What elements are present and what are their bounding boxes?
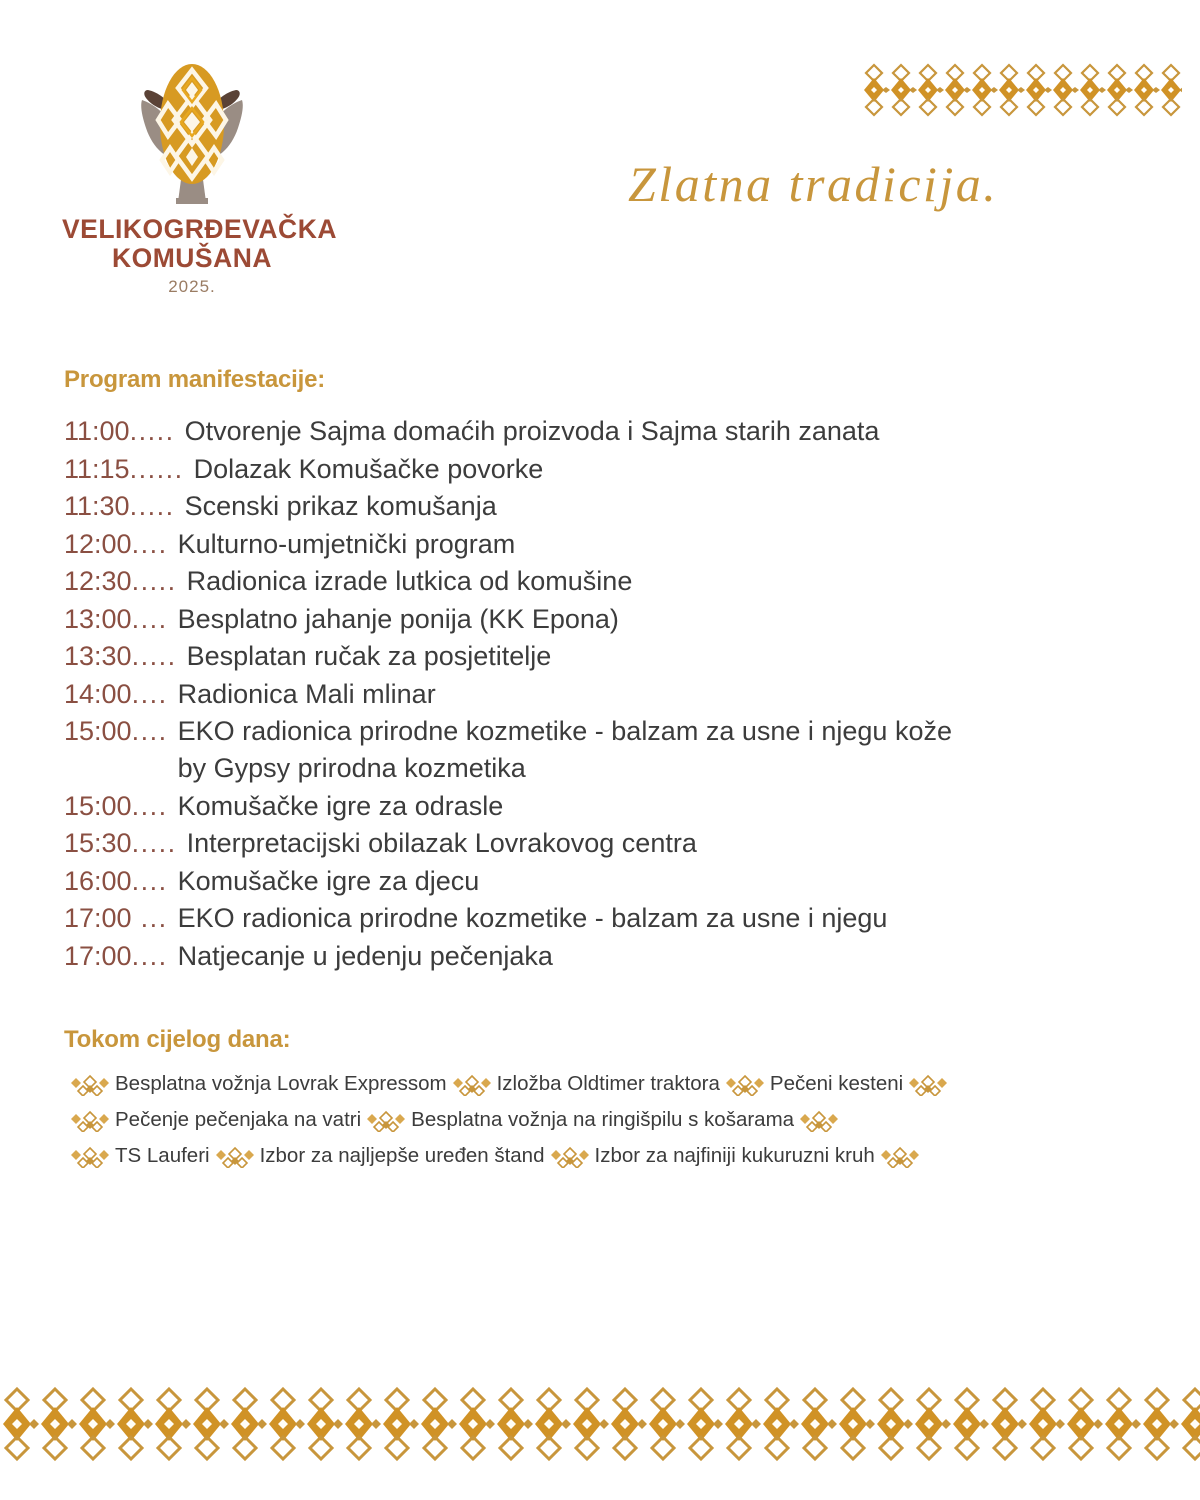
diamond-ornament-icon — [906, 1074, 950, 1096]
schedule-description — [168, 903, 1200, 934]
schedule-row — [64, 679, 1200, 710]
corn-cob-icon — [102, 52, 282, 212]
schedule-dot-leader: ...... — [129, 453, 184, 484]
schedule-row — [64, 716, 1200, 784]
schedule-description — [175, 491, 1200, 522]
diamond-ornament-icon — [213, 1146, 257, 1168]
schedule-dot-leader: .... — [131, 790, 168, 821]
page-header — [0, 0, 1200, 330]
schedule-row — [64, 529, 1200, 560]
all-day-item: TS Lauferi — [115, 1143, 210, 1167]
schedule-description — [168, 941, 1200, 972]
schedule-time: 17:00 — [64, 940, 132, 971]
schedule-description-text: Natjecanje u jedenju pečenjaka — [177, 940, 553, 971]
schedule-time: 17:00 — [64, 903, 132, 933]
schedule-time: 13:30 — [64, 641, 132, 671]
schedule-description-text: Komušačke igre za djecu — [177, 865, 480, 896]
schedule-row — [64, 791, 1200, 822]
schedule-time: 15:00 — [64, 716, 132, 746]
schedule-dot-leader: .... — [131, 716, 168, 746]
schedule-row — [64, 828, 1200, 859]
top-ornament-border — [862, 62, 1182, 118]
logo-name-line2: KOMUŠANA — [111, 242, 273, 273]
schedule-time: 12:00 — [64, 528, 132, 559]
diamond-ornament-icon — [364, 1110, 408, 1132]
schedule-row — [64, 416, 1200, 447]
schedule-description — [168, 791, 1200, 822]
logo-wordmark — [62, 214, 337, 296]
schedule-row — [64, 641, 1200, 672]
diamond-ornament-icon — [723, 1074, 767, 1096]
schedule-row — [64, 604, 1200, 635]
all-day-row — [68, 1108, 1200, 1132]
schedule-dot-leader: .... — [131, 865, 168, 896]
page-main — [0, 330, 1200, 1180]
schedule-description-text: EKO radionica prirodne kozmetike - balzam za usne i njegu kože — [177, 716, 952, 746]
schedule-description-text: Besplatan ručak za posjetitelje — [186, 641, 552, 671]
diamond-ornament-icon — [68, 1146, 112, 1168]
program-schedule-list — [64, 416, 1200, 972]
schedule-time: 15:00 — [64, 790, 132, 821]
all-day-item: Besplatna vožnja Lovrak Expressom — [115, 1071, 447, 1095]
schedule-row — [64, 941, 1200, 972]
bottom-ornament-border — [0, 1385, 1200, 1463]
schedule-dot-leader: .... — [131, 528, 168, 559]
schedule-time: 14:00 — [64, 678, 132, 709]
program-heading: Program manifestacije: — [64, 366, 326, 393]
schedule-dot-leader: .... — [131, 940, 168, 971]
schedule-description — [177, 641, 1200, 672]
schedule-row — [64, 566, 1200, 597]
diamond-ornament-icon — [68, 1074, 112, 1096]
schedule-description — [168, 866, 1200, 897]
schedule-description-text: Kulturno-umjetnički program — [177, 528, 516, 559]
schedule-description — [175, 416, 1200, 447]
schedule-dot-leader: .... — [131, 603, 168, 634]
schedule-description-text: Interpretacijski obilazak Lovrakovog centra — [186, 828, 697, 858]
schedule-dot-leader: ..... — [131, 566, 177, 596]
script-tagline-text: Zlatna tradicija. — [628, 156, 999, 212]
schedule-time: 16:00 — [64, 865, 132, 896]
schedule-time: 13:00 — [64, 603, 132, 634]
schedule-description — [168, 604, 1200, 635]
all-day-item: Pečenje pečenjaka na vatri — [115, 1107, 362, 1131]
script-tagline — [620, 145, 1160, 225]
schedule-dot-leader: .... — [131, 678, 168, 709]
schedule-description — [168, 679, 1200, 710]
all-day-item: Izložba Oldtimer traktora — [496, 1071, 720, 1095]
all-day-item: Pečeni kesteni — [769, 1071, 904, 1095]
schedule-description-continuation: by Gypsy prirodna kozmetika — [177, 753, 526, 783]
schedule-dot-leader: ..... — [131, 828, 177, 858]
all-day-row — [68, 1144, 1200, 1168]
logo-year: 2025. — [168, 277, 216, 296]
schedule-description-text: EKO radionica prirodne kozmetike - balzam za usne i njegu — [177, 903, 888, 933]
schedule-dot-leader: ..... — [129, 491, 175, 521]
all-day-item: Besplatna vožnja na ringišpilu s košarama — [411, 1107, 795, 1131]
schedule-description — [177, 566, 1200, 597]
schedule-time: 11:30 — [64, 491, 130, 521]
schedule-time: 15:30 — [64, 828, 132, 858]
all-day-item: Izbor za najfiniji kukuruzni kruh — [594, 1143, 875, 1167]
schedule-row — [64, 866, 1200, 897]
diamond-ornament-icon — [68, 1110, 112, 1132]
schedule-row — [64, 903, 1200, 934]
schedule-description-text: Otvorenje Sajma domaćih proizvoda i Sajma starih zanata — [184, 416, 880, 446]
diamond-ornament-icon — [548, 1146, 592, 1168]
schedule-description-text: Komušačke igre za odrasle — [177, 790, 504, 821]
schedule-row — [64, 454, 1200, 485]
diamond-ornament-icon — [878, 1146, 922, 1168]
event-logo — [62, 52, 337, 296]
schedule-description-text: Radionica Mali mlinar — [177, 678, 436, 709]
schedule-description — [177, 828, 1200, 859]
schedule-time: 11:15 — [64, 453, 130, 484]
all-day-row — [68, 1072, 1200, 1096]
all-day-list — [68, 1072, 1200, 1168]
logo-name-line1: VELIKOGRĐEVAČKA — [62, 214, 337, 244]
diamond-ornament-icon — [797, 1110, 841, 1132]
diamond-ornament-icon — [450, 1074, 494, 1096]
schedule-description-text: Besplatno jahanje ponija (KK Epona) — [177, 603, 619, 634]
schedule-description-text: Radionica izrade lutkica od komušine — [186, 566, 633, 596]
all-day-heading: Tokom cijelog dana: — [64, 1025, 291, 1053]
schedule-description-text: Dolazak Komušačke povorke — [193, 453, 544, 484]
all-day-item: Izbor za najljepše uređen štand — [259, 1143, 545, 1167]
schedule-description-text: Scenski prikaz komušanja — [184, 491, 497, 521]
schedule-dot-leader: ..... — [131, 641, 177, 671]
schedule-description — [168, 716, 1200, 784]
schedule-time: 12:30 — [64, 566, 132, 596]
schedule-row — [64, 491, 1200, 522]
schedule-dot-leader: ... — [131, 903, 168, 933]
schedule-time: 11:00 — [64, 416, 130, 446]
schedule-description — [184, 454, 1200, 485]
schedule-description — [168, 529, 1200, 560]
schedule-dot-leader: ..... — [129, 416, 175, 446]
